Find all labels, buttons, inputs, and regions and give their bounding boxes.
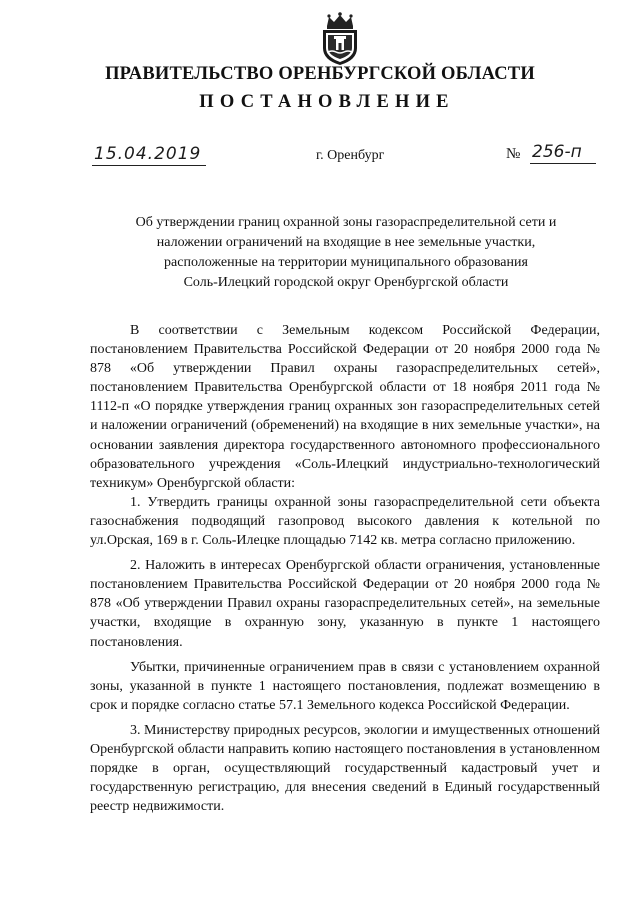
subject-line: Соль-Илецкий городской округ Оренбургской области [183, 275, 509, 290]
organization-title: ПРАВИТЕЛЬСТВО ОРЕНБУРГСКОЙ ОБЛАСТИ [105, 64, 535, 84]
item-1-paragraph: 1. Утвердить границы охранной зоны газораспределительной сети объекта газоснабжения подводящий газопровод высокого давления к котельной по ул.Орская, 169 в г. Соль-Илецке площадью 7142 кв. метра согласно приложению. [90, 494, 600, 549]
item-3-paragraph: 3. Министерству природных ресурсов, экологии и имущественных отношений Оренбургской области направить копию настоящего постановления в установленном порядке в орган, осуществляющий государственный кадастровый учет и государственную регистрацию, для внесения сведений в Единый государственный реестр недвижимости. [90, 722, 600, 815]
subject-line: наложении ограничений на входящие в нее земельные участки, [156, 235, 536, 250]
number-sign: № [506, 146, 521, 162]
document-type-title: ПОСТАНОВЛЕНИЕ [199, 92, 455, 112]
subject-line: Об утверждении границ охранной зоны газораспределительной сети и [135, 215, 557, 230]
document-number: 256-п [530, 141, 596, 164]
document-city: г. Оренбург [316, 148, 385, 163]
subject-line: расположенные на территории муниципального образования [164, 255, 528, 270]
document-body [90, 321, 600, 816]
coat-of-arms-emblem [319, 12, 361, 66]
losses-paragraph: Убытки, причиненные ограничением прав в связи с установлением охранной зоны, указанной в пункте 1 настоящего постановления, подлежат возмещению в срок и порядке согласно статье 57.1 Земельного кодекса Российской Федерации. [90, 659, 600, 713]
document-subject [96, 213, 596, 293]
item-2-paragraph: 2. Наложить в интересах Оренбургской области ограничения, установленные постановлением Правительства Российской Федерации от 20 ноября 2000 года № 878 «Об утверждении Правил охраны газораспределительных сетей», на земельные участки, входящие в охранную зону, указанную в пункте 1 настоящего постановления. [90, 558, 600, 650]
preamble-paragraph: В соответствии с Земельным кодексом Российской Федерации, постановлением Правительства Российской Федерации от 20 ноября 2000 года № 878 «Об утверждении Правил охраны газораспределительных сетей», постановлением Правительства Оренбургской области от 18 ноября 2011 года № 1112-п «О порядке утверждения границ охранных зон газораспределительных сетей и наложении ограничений (обременений) на входящие в них земельные участки», на основании заявления директора государственного автономного профессионального образовательного учреждения «Соль-Илецкий индустриально-технологический техникум» Оренбургской области: [90, 323, 600, 491]
document-date: 15.04.2019 [92, 143, 206, 166]
